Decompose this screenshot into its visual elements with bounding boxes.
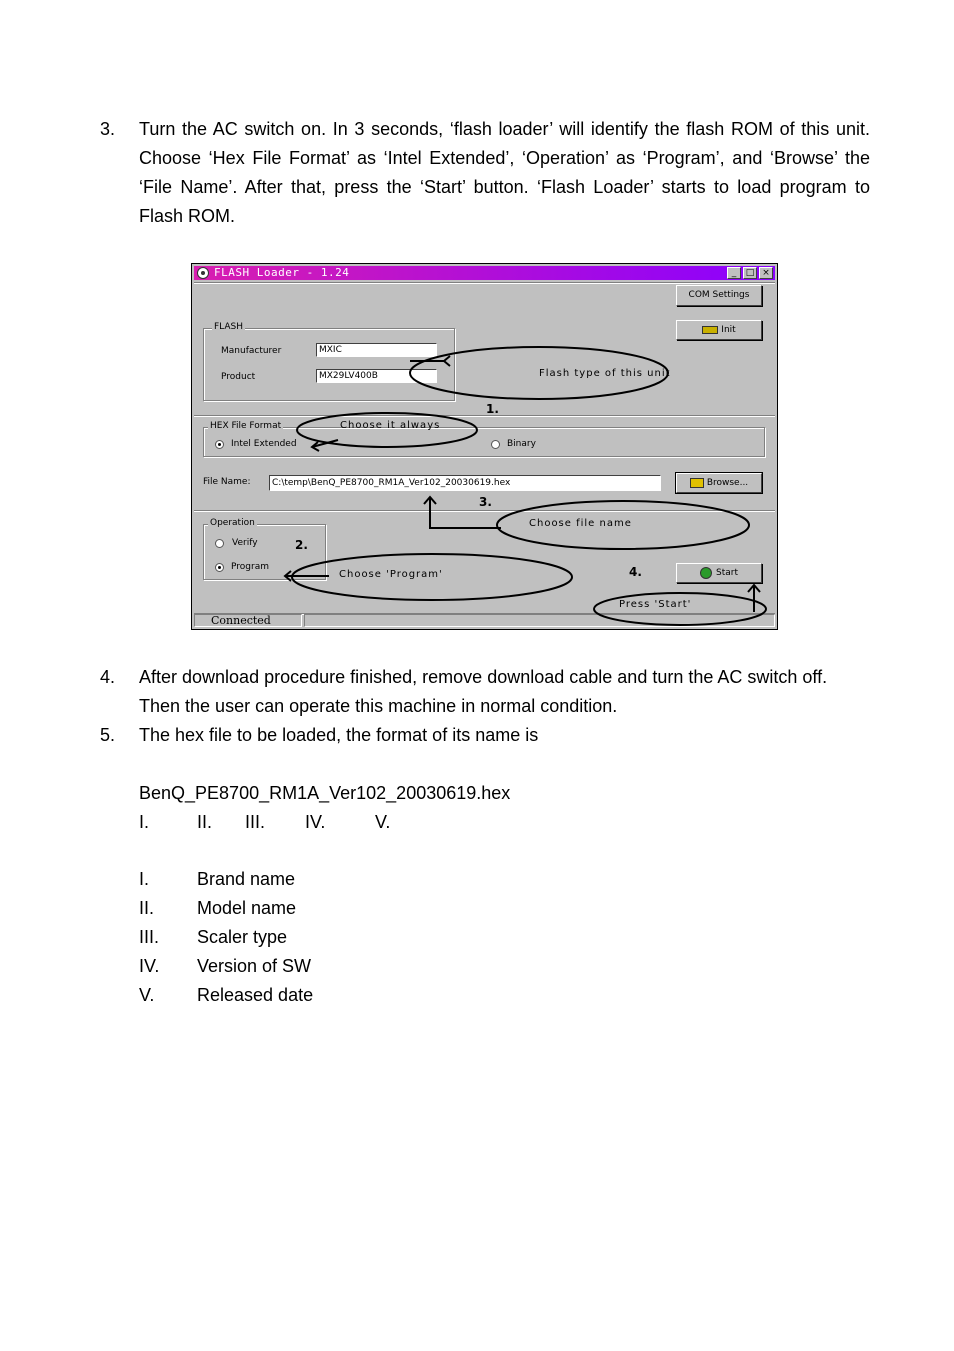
step-3-label: 3.	[479, 495, 492, 509]
step-1-label: 1.	[486, 402, 499, 416]
status-bar: Connected	[194, 614, 302, 627]
binary-label: Binary	[507, 439, 536, 449]
com-settings-button[interactable]: COM Settings	[676, 285, 762, 306]
para4-line2: Then the user can operate this machine in normal condition.	[139, 696, 618, 716]
para5-number: 5.	[100, 725, 116, 745]
press-start-annotation: Press 'Start'	[619, 599, 692, 610]
flash-type-annotation: Flash type of this unit	[539, 368, 671, 379]
flash-type-arrowhead	[444, 356, 450, 366]
legend-label: Released date	[197, 985, 314, 1005]
flash-group-label: FLASH	[214, 322, 244, 332]
operation-group-label: Operation	[210, 518, 255, 528]
para3-text: Turn the AC switch on. In 3 seconds, ‘flash loader’ will identify the flash ROM of this unit. Choose ‘Hex File Format’ as ‘Intel Extended’, ‘Operation’ as ‘Program’, and ‘Browse’ the ‘File Name’. After that, press the ‘Start’ button. ‘Flash Loader’ starts to load program to Flash ROM.	[139, 119, 870, 226]
marker-2: II.	[197, 812, 213, 832]
marker-1: I.	[139, 812, 150, 832]
verify-label: Verify	[232, 538, 258, 548]
file-name-label: File Name:	[203, 477, 251, 487]
product-field[interactable]: MX29LV400B	[316, 369, 437, 383]
para3-number: 3.	[100, 119, 116, 139]
browse-button-label: Browse...	[706, 478, 749, 488]
choose-file-annotation: Choose file name	[529, 518, 632, 529]
para4-line1: After download procedure finished, remove download cable and turn the AC switch off.	[139, 667, 828, 687]
product-label: Product	[221, 372, 256, 382]
maximize-button[interactable]: □	[743, 267, 757, 279]
legend-num: I.	[139, 869, 150, 889]
marker-3: III.	[245, 812, 266, 832]
close-button[interactable]: ×	[759, 267, 773, 279]
legend-num: V.	[139, 985, 155, 1005]
legend-label: Model name	[197, 898, 297, 918]
manufacturer-field[interactable]: MXIC	[316, 343, 437, 357]
minimize-button[interactable]: _	[727, 267, 741, 279]
intel-extended-label: Intel Extended	[231, 439, 297, 449]
legend-label: Scaler type	[197, 927, 288, 947]
marker-5: V.	[375, 812, 391, 832]
annotation-overlay	[192, 264, 779, 631]
marker-4: IV.	[305, 812, 326, 832]
legend-label: Version of SW	[197, 956, 312, 976]
legend-label: Brand name	[197, 869, 296, 889]
choose-always-annotation: Choose it always	[340, 420, 441, 431]
filename-example: BenQ_PE8700_RM1A_Ver102_20030619.hex	[139, 783, 511, 803]
para4-number: 4.	[100, 667, 116, 687]
window-title: FLASH Loader - 1.24	[214, 266, 350, 279]
para5-text: The hex file to be loaded, the format of its name is	[139, 725, 539, 745]
init-button-label: Init	[721, 325, 736, 335]
file-name-field[interactable]: C:\temp\BenQ_PE8700_RM1A_Ver102_20030619.hex	[269, 475, 661, 491]
choose-program-annotation: Choose 'Program'	[339, 569, 443, 580]
legend-num: II.	[139, 898, 155, 918]
program-label: Program	[231, 562, 269, 572]
step-2-label: 2.	[295, 538, 308, 552]
step-4-label: 4.	[629, 565, 642, 579]
manufacturer-label: Manufacturer	[221, 346, 282, 356]
legend-num: III.	[139, 927, 160, 947]
start-button-label: Start	[716, 568, 738, 578]
flash-loader-window	[191, 263, 778, 630]
legend-num: IV.	[139, 956, 160, 976]
hex-format-label: HEX File Format	[210, 421, 282, 431]
